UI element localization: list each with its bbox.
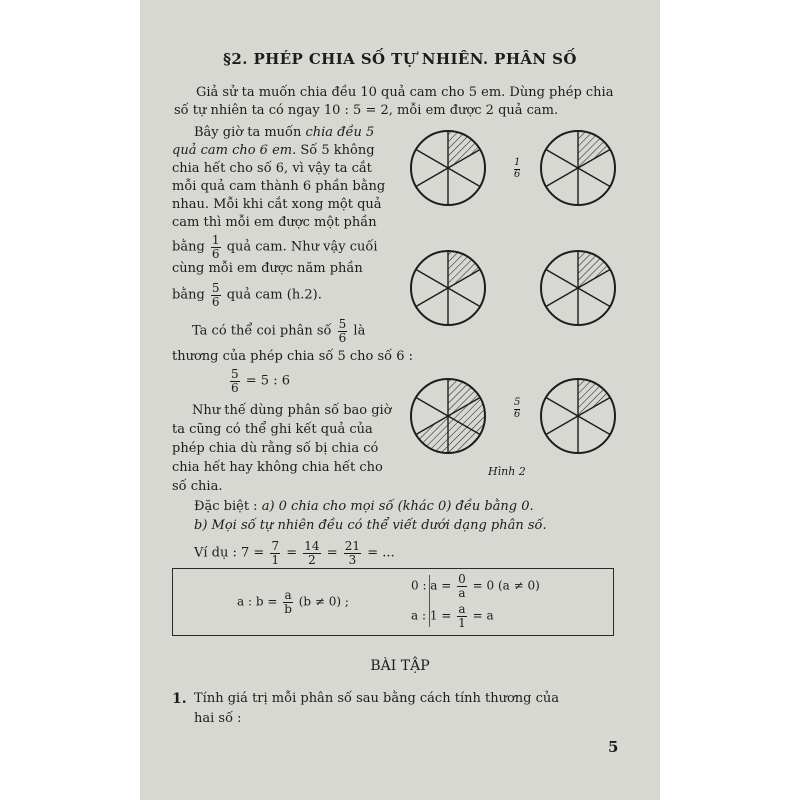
pie-divider: [416, 398, 448, 417]
pie-divider: [416, 168, 448, 187]
para2-line5: nhau. Mỗi khi cắt xong một quả: [172, 197, 382, 212]
para4-line2: ta cũng có thể ghi kết quả của: [172, 422, 373, 437]
pie-4: [541, 251, 615, 325]
pie-divider: [448, 168, 480, 187]
figure-pies: [410, 130, 630, 490]
para4-line3: phép chia dù rằng số bị chia có: [172, 441, 379, 456]
pie-shaded-sector: [448, 251, 480, 288]
pie-1: [411, 131, 485, 205]
fraction-one-sixth: $\frac{1}{6}$: [211, 233, 220, 261]
formula-right-2: a : 1 = $\frac{a}{1}$ = a: [411, 602, 494, 630]
fraction-five-sixths-2: $\frac{5}{6}$: [338, 317, 347, 345]
para3-equation: $\frac{5}{6}$ = 5 : 6: [231, 367, 290, 395]
pie-2: [541, 131, 615, 205]
pie-divider: [416, 270, 448, 289]
pie-divider: [546, 398, 578, 417]
pie-divider: [416, 288, 448, 307]
textbook-page: [140, 0, 660, 800]
formula-box: [172, 568, 614, 636]
page-number: 5: [608, 738, 619, 756]
para2-line4: mỗi quả cam thành 6 phần bằng: [172, 179, 386, 194]
para2-line3: chia hết cho số 6, vì vậy ta cắt: [172, 161, 372, 176]
para2-line7: bằng $\frac{1}{6}$ quả cam. Như vậy cuối: [172, 233, 378, 261]
pie-3: [411, 251, 485, 325]
para4-line1: Như thế dùng phân số bao giờ: [192, 403, 392, 418]
para2-line6: cam thì mỗi em được một phần: [172, 215, 377, 230]
pie-divider: [578, 288, 610, 307]
pie-divider: [546, 168, 578, 187]
pie-shaded-sector: [578, 379, 610, 416]
para4-line5: số chia.: [172, 479, 223, 494]
para2-line2: quả cam cho 6 em. Số 5 không: [172, 143, 375, 158]
special-b: b) Mọi số tự nhiên đều có thể viết dưới dạng phân số.: [194, 518, 547, 533]
pie-6: [541, 379, 615, 453]
pie-shaded-sector: [578, 251, 610, 288]
para3-line2: thương của phép chia số 5 cho số 6 :: [172, 349, 414, 364]
pie-shaded-sector: [578, 131, 610, 168]
fraction-five-sixths-3: $\frac{5}{6}$: [231, 367, 239, 395]
exercise-1-number: 1.: [172, 691, 187, 707]
para4-line4: chia hết hay không chia hết cho: [172, 460, 383, 475]
pie-divider: [546, 150, 578, 169]
para3-line1: Ta có thể coi phân số $\frac{5}{6}$ là: [192, 317, 366, 345]
formula-right-1: 0 : a = $\frac{0}{a}$ = 0 (a ≠ 0): [411, 572, 540, 600]
para1-line2: số tự nhiên ta có ngay 10 : 5 = 2, mỗi em được 2 quả cam.: [174, 103, 559, 118]
pie-divider: [546, 416, 578, 435]
para2-line9: bằng $\frac{5}{6}$ quả cam (h.2).: [172, 281, 322, 309]
pie-divider: [416, 150, 448, 169]
label-one-sixth: 1 6: [514, 157, 521, 180]
pie-divider: [546, 270, 578, 289]
pie-divider: [448, 288, 480, 307]
formula-left: a : b = $\frac{a}{b}$ (b ≠ 0) ;: [237, 588, 349, 616]
pie-divider: [578, 168, 610, 187]
section-title: §2. PHÉP CHIA SỐ TỰ NHIÊN. PHÂN SỐ: [223, 50, 577, 68]
para2-line8: cùng mỗi em được năm phần: [172, 261, 363, 276]
pie-shaded-sector: [416, 416, 448, 453]
label-five-sixths: 5 6: [514, 397, 521, 420]
pie-shaded-sector: [448, 131, 480, 168]
fraction-five-sixths: $\frac{5}{6}$: [211, 281, 220, 309]
para1-line1: Giả sử ta muốn chia đều 10 quả cam cho 5 em. Dùng phép chia: [196, 85, 614, 100]
special-a: Đặc biệt : a) 0 chia cho mọi số (khác 0) đều bằng 0.: [194, 499, 534, 514]
exercises-heading: BÀI TẬP: [370, 658, 430, 674]
example-line: Ví dụ : 7 = $\frac{7}{1}$ = $\frac{14}{2}$ = $\frac{21}{3}$ = ...: [194, 539, 395, 567]
exercise-1-line1: Tính giá trị mỗi phân số sau bằng cách tính thương của: [194, 691, 560, 706]
pie-5: [411, 379, 485, 453]
exercise-1-line2: hai số :: [194, 711, 242, 726]
para2-line1: Bây giờ ta muốn chia đều 5: [194, 125, 375, 140]
pie-divider: [578, 416, 610, 435]
pie-divider: [546, 288, 578, 307]
figure-caption: Hình 2: [488, 465, 526, 478]
